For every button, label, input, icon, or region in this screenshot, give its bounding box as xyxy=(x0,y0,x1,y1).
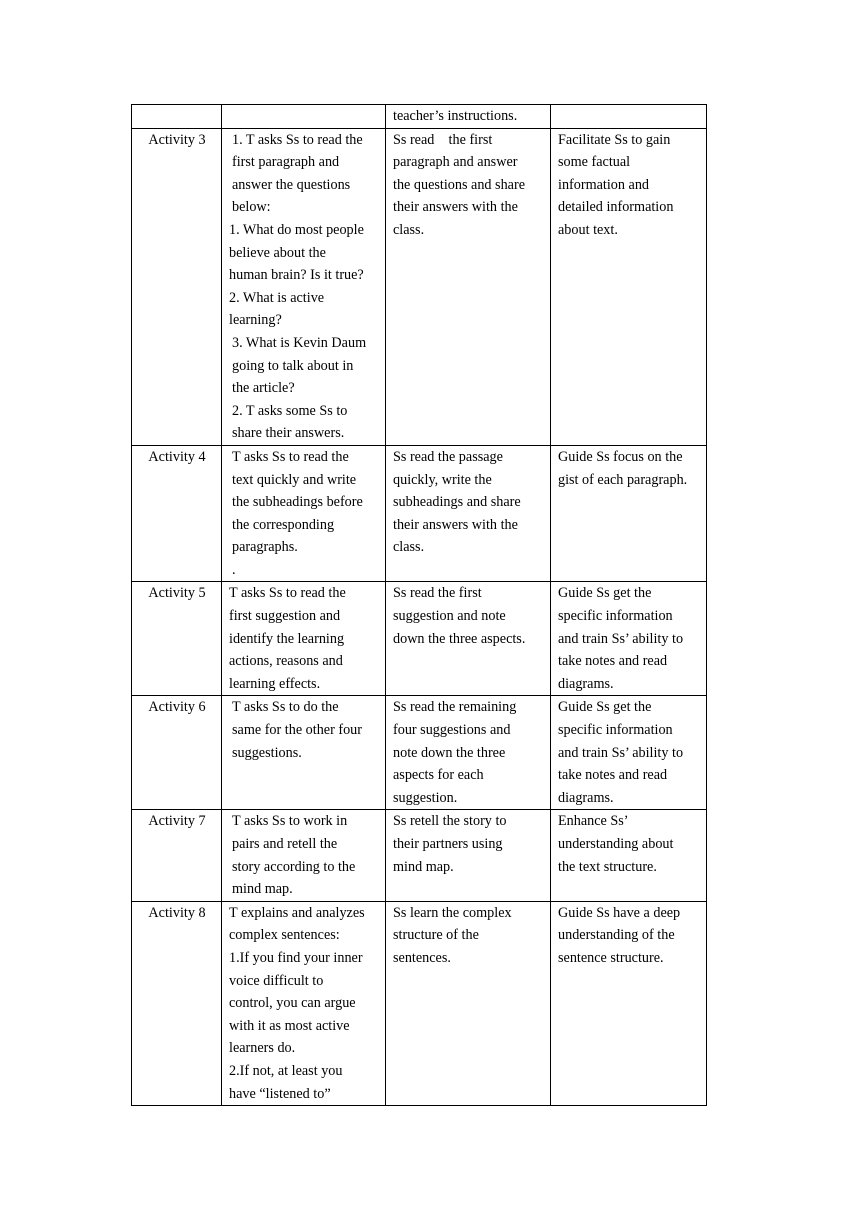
student-activity-line: structure of the xyxy=(393,927,479,944)
student-activity-line: suggestion. xyxy=(393,789,458,806)
purpose-line: Guide Ss get the xyxy=(558,699,652,716)
purpose-line: take notes and read xyxy=(558,653,668,670)
purpose-cell xyxy=(551,901,707,1105)
student-activity-line: sentences. xyxy=(393,949,451,966)
student-activity-cell xyxy=(386,445,551,582)
teacher-activity-line: text quickly and write xyxy=(232,471,357,488)
teacher-activity-line: control, you can argue xyxy=(229,995,356,1012)
teacher-activity-line: first suggestion and xyxy=(229,608,341,625)
teacher-activity-line: believe about the xyxy=(229,244,326,261)
table-row xyxy=(132,810,707,901)
teacher-activity-line: 2. T asks some Ss to xyxy=(232,402,348,419)
purpose-line: detailed information xyxy=(558,199,674,216)
purpose-line: Facilitate Ss to gain xyxy=(558,131,671,148)
teacher-activity-line: T asks Ss to do the xyxy=(232,699,339,716)
teacher-activity-cell xyxy=(222,128,386,445)
table-row xyxy=(132,105,707,129)
purpose-line: and train Ss’ ability to xyxy=(558,744,684,761)
purpose-line: Enhance Ss’ xyxy=(558,813,629,830)
teacher-activity-cell xyxy=(222,445,386,582)
purpose-cell xyxy=(551,810,707,901)
student-activity-line: class. xyxy=(393,539,425,556)
purpose-line: understanding about xyxy=(558,836,674,852)
teacher-activity-line: the article? xyxy=(232,380,295,397)
student-activity-line: Ss read the passage xyxy=(393,448,503,465)
activity-cell xyxy=(132,582,222,696)
purpose-line: Guide Ss have a deep xyxy=(558,904,681,921)
teacher-activity-cell xyxy=(222,105,386,129)
activity-label: Activity 8 xyxy=(148,904,206,921)
student-activity-line: down the three aspects. xyxy=(393,630,526,647)
student-activity-line: their partners using xyxy=(393,836,503,852)
purpose-line: diagrams. xyxy=(558,675,614,692)
student-activity-line: their answers with the xyxy=(393,516,518,533)
teacher-activity-line: T asks Ss to work in xyxy=(232,813,348,830)
teacher-activity-cell xyxy=(222,582,386,696)
teacher-activity-line: . xyxy=(232,561,236,578)
teacher-activity-line: identify the learning xyxy=(229,630,345,647)
student-activity-cell xyxy=(386,582,551,696)
table-row xyxy=(132,445,707,582)
lesson-plan-body xyxy=(132,105,707,1106)
purpose-cell xyxy=(551,582,707,696)
teacher-activity-line: same for the other four xyxy=(232,722,363,739)
student-activity-cell xyxy=(386,696,551,810)
purpose-line: take notes and read xyxy=(558,767,668,784)
lesson-plan-table xyxy=(131,104,707,1106)
teacher-activity-line: human brain? Is it true? xyxy=(229,267,364,284)
purpose-line: about text. xyxy=(558,221,618,238)
teacher-activity-line: voice difficult to xyxy=(229,972,324,989)
teacher-activity-cell xyxy=(222,696,386,810)
purpose-cell xyxy=(551,696,707,810)
teacher-activity-line: below: xyxy=(232,199,271,216)
purpose-cell xyxy=(551,445,707,582)
teacher-activity-line: mind map. xyxy=(232,881,293,898)
student-activity-cell xyxy=(386,105,551,129)
purpose-line: specific information xyxy=(558,608,673,625)
purpose-line: sentence structure. xyxy=(558,949,664,966)
teacher-activity-line: have “listened to” xyxy=(229,1085,331,1102)
student-activity-line: Ss read the first xyxy=(393,131,493,148)
purpose-line: and train Ss’ ability to xyxy=(558,630,684,647)
student-activity-cell xyxy=(386,810,551,901)
activity-cell xyxy=(132,445,222,582)
activity-label: Activity 5 xyxy=(148,585,206,602)
student-activity-line: Ss learn the complex xyxy=(393,904,512,921)
activity-cell xyxy=(132,128,222,445)
table-row xyxy=(132,582,707,696)
purpose-line: some factual xyxy=(558,154,631,171)
teacher-activity-line: learning effects. xyxy=(229,675,321,692)
teacher-activity-line: 1. T asks Ss to read the xyxy=(232,131,363,148)
purpose-line: the text structure. xyxy=(558,858,657,875)
student-activity-line: teacher’s instructions. xyxy=(393,108,518,124)
student-activity-line: the questions and share xyxy=(393,176,525,193)
student-activity-cell xyxy=(386,128,551,445)
purpose-line: gist of each paragraph. xyxy=(558,471,688,488)
activity-cell xyxy=(132,901,222,1105)
student-activity-line: paragraph and answer xyxy=(393,154,518,171)
activity-cell xyxy=(132,105,222,129)
teacher-activity-line: 3. What is Kevin Daum xyxy=(232,334,367,351)
table-row xyxy=(132,128,707,445)
student-activity-line: Ss retell the story to xyxy=(393,813,507,830)
student-activity-line: quickly, write the xyxy=(393,471,492,488)
teacher-activity-line: complex sentences: xyxy=(229,927,340,944)
teacher-activity-line: T explains and analyzes xyxy=(229,904,365,921)
activity-label: Activity 7 xyxy=(148,813,206,830)
teacher-activity-line: suggestions. xyxy=(232,744,302,761)
teacher-activity-line: answer the questions xyxy=(232,176,351,193)
activity-cell xyxy=(132,810,222,901)
teacher-activity-line: the corresponding xyxy=(232,516,335,533)
purpose-line: Guide Ss get the xyxy=(558,585,652,602)
purpose-line: Guide Ss focus on the xyxy=(558,448,683,465)
teacher-activity-line: T asks Ss to read the xyxy=(229,585,346,602)
teacher-activity-line: 2. What is active xyxy=(229,289,325,306)
teacher-activity-line: going to talk about in xyxy=(232,357,354,374)
activity-label: Activity 6 xyxy=(148,699,206,716)
student-activity-line: their answers with the xyxy=(393,199,518,216)
teacher-activity-line: T asks Ss to read the xyxy=(232,448,349,465)
student-activity-line: mind map. xyxy=(393,858,454,875)
purpose-cell xyxy=(551,105,707,129)
teacher-activity-line: with it as most active xyxy=(229,1017,350,1034)
purpose-line: information and xyxy=(558,176,650,193)
student-activity-line: Ss read the remaining xyxy=(393,699,517,716)
teacher-activity-line: paragraphs. xyxy=(232,539,298,556)
purpose-cell xyxy=(551,128,707,445)
teacher-activity-line: 1. What do most people xyxy=(229,221,364,238)
teacher-activity-line: 2.If not, at least you xyxy=(229,1062,343,1079)
table-row xyxy=(132,901,707,1105)
student-activity-line: aspects for each xyxy=(393,767,484,784)
purpose-line: diagrams. xyxy=(558,789,614,806)
activity-label: Activity 4 xyxy=(148,448,206,465)
table-row xyxy=(132,696,707,810)
teacher-activity-cell xyxy=(222,901,386,1105)
activity-cell xyxy=(132,696,222,810)
teacher-activity-line: learning? xyxy=(229,312,282,329)
activity-label: Activity 3 xyxy=(148,131,206,148)
purpose-line: understanding of the xyxy=(558,927,675,944)
teacher-activity-line: learners do. xyxy=(229,1040,296,1057)
student-activity-line: Ss read the first xyxy=(393,585,482,602)
teacher-activity-line: first paragraph and xyxy=(232,154,340,171)
teacher-activity-line: story according to the xyxy=(232,858,356,875)
student-activity-line: subheadings and share xyxy=(393,494,521,511)
student-activity-line: class. xyxy=(393,221,425,238)
teacher-activity-line: the subheadings before xyxy=(232,494,363,511)
teacher-activity-line: 1.If you find your inner xyxy=(229,949,363,966)
student-activity-line: note down the three xyxy=(393,744,506,761)
teacher-activity-line: pairs and retell the xyxy=(232,836,338,852)
teacher-activity-cell xyxy=(222,810,386,901)
purpose-line: specific information xyxy=(558,722,673,739)
student-activity-line: four suggestions and xyxy=(393,722,511,739)
student-activity-cell xyxy=(386,901,551,1105)
student-activity-line: suggestion and note xyxy=(393,608,506,625)
teacher-activity-line: share their answers. xyxy=(232,425,345,442)
teacher-activity-line: actions, reasons and xyxy=(229,653,343,670)
